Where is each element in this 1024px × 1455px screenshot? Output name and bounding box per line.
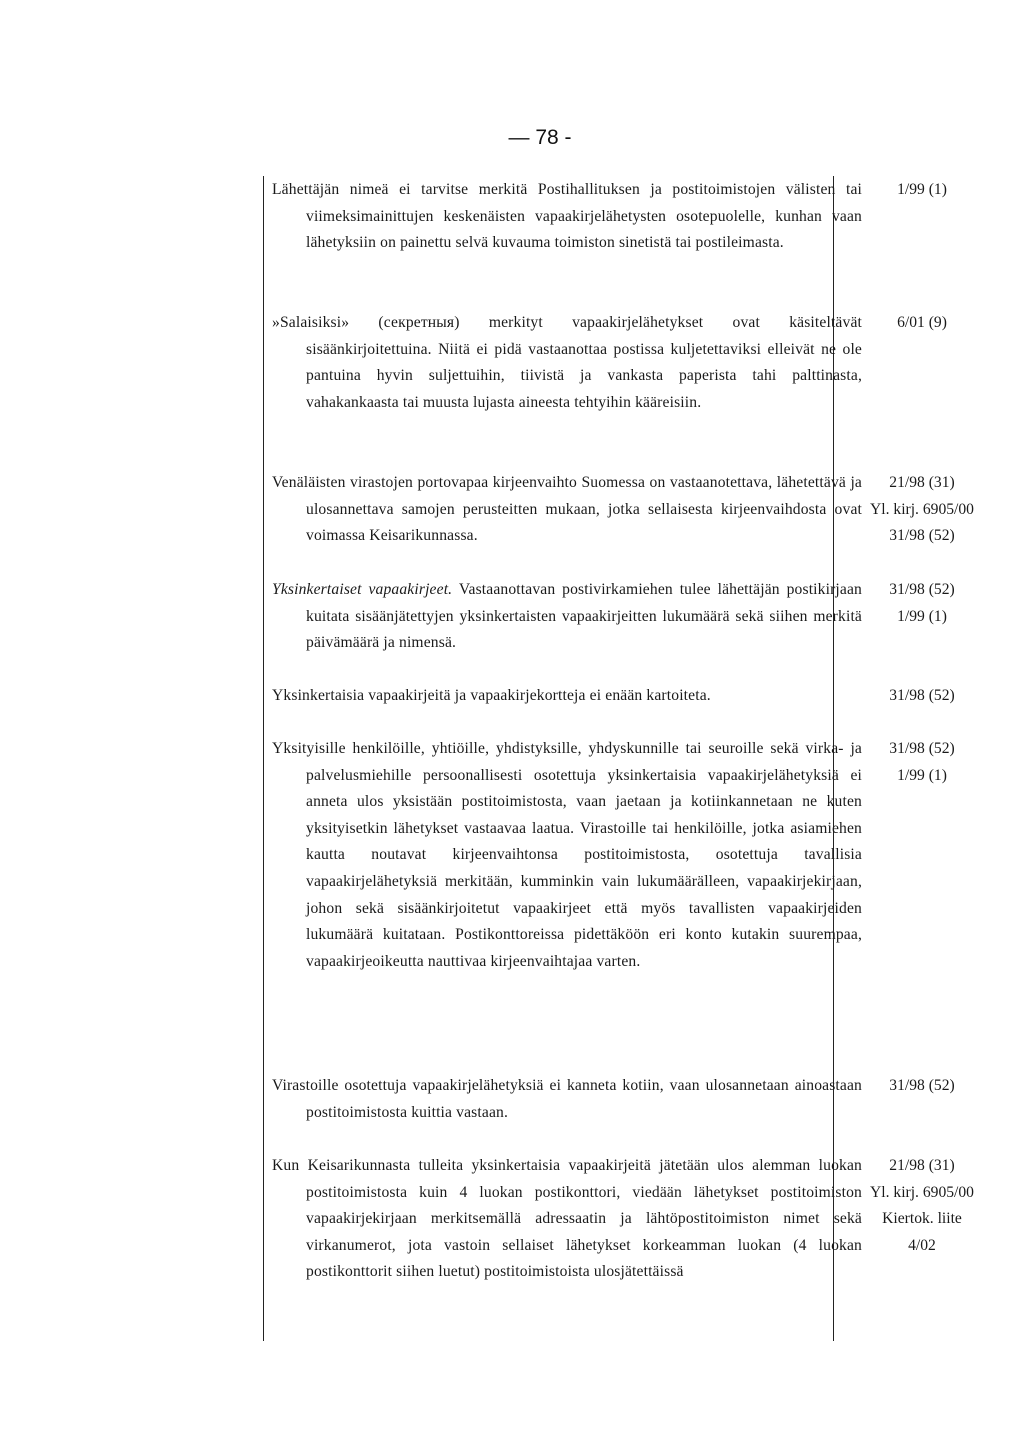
paragraph-text: »Salaisiksi» (секретныя) merkityt vapaakirjelähetykset ovat käsiteltävät sisäänkirjoitettuina. Niitä ei pidä vastaanottaa postissa kuljetettaviksi elleivät ne ole pantuina hyvin suljettuihin, tiivistä ja vankasta paperista tahi palttinasta, vahakankaasta tai muusta lujasta aineesta tehtyihin kääreisiin. [272,314,862,411]
reference: 31/98 (52) [889,1077,955,1094]
reference-group [838,310,1006,337]
paragraph-offices-delivery [272,1073,862,1126]
paragraph-private-persons [272,736,862,975]
reference: 6/01 (9) [897,314,947,331]
page-number: — 78 - [508,126,572,149]
paragraph-text: Virastoille osotettuja vapaakirjelähetyksiä ei kanneta kotiin, vaan ulosannetaan ainoastaan postitoimistosta kuittia vastaan. [272,1077,862,1121]
left-margin-rule [263,176,264,1341]
paragraph-text: Yksinkertaisia vapaakirjeitä ja vapaakirjekortteja ei enään kartoiteta. [272,687,711,704]
reference: 1/99 (1) [897,607,947,625]
section-heading: Yksinkertaiset vapaakirjeet. [272,581,453,598]
paragraph-text: Lähettäjän nimeä ei tarvitse merkitä Postihallituksen ja postitoimistojen välisten tai viimeksimainittujen keskenäisten vapaakirjelähetysten osotepuolelle, kunhan vaan lähetyksiin on painettu selvä kuvauma toimiston sinetistä tai postileimasta. [272,181,862,252]
reference-group [838,177,1006,204]
reference-group [838,1073,1006,1100]
reference: Kiertok. liite [882,1210,962,1228]
reference: 31/98 (52) [889,527,955,545]
reference: 1/99 (1) [897,766,947,784]
reference-group [838,1153,1006,1259]
reference-group [838,736,1006,789]
paragraph-russian-offices [272,470,862,550]
reference-group [838,683,1006,710]
paragraph-text: Venäläisten virastojen portovapaa kirjeenvaihto Suomessa on vastaanotettava, lähetettävä ja ulosannettava samojen perusteitten mukaan, jotka sellaisesta kirjeenvaihdosta ovat voimassa Keisarikunnassa. [272,474,862,545]
reference: 21/98 (31) [889,1157,955,1174]
paragraph-simple-free-letters [272,577,862,657]
reference: 31/98 (52) [889,740,955,757]
reference: Yl. kirj. 6905/00 [870,500,974,518]
reference-group [838,577,1006,630]
paragraph-text: Kun Keisarikunnasta tulleita yksinkertaisia vapaakirjeitä jätetään ulos alemman luokan postitoimistosta kuin 4 luokan postikonttori, viedään lähetykset postitoimiston vapaakirjekirjaan merkitsemällä adressaatin ja lähtöpostitoimiston nimet sekä virkanumerot, jota vastoin sellaiset lähetykset korkeamman luokan (4 luokan postikonttorit siihen luetut) postitoimistoista ulosjätettäissä [272,1157,862,1281]
reference-group [838,470,1006,550]
reference: Yl. kirj. 6905/00 [870,1183,974,1201]
reference: 4/02 [908,1236,936,1254]
paragraph-sender-name [272,177,862,257]
reference: 31/98 (52) [889,687,955,704]
paragraph-empire-letters [272,1153,862,1286]
reference: 31/98 (52) [889,581,955,598]
paragraph-no-mapping [272,683,862,710]
reference: 1/99 (1) [897,181,947,198]
paragraph-secret-letters [272,310,862,416]
reference: 21/98 (31) [889,474,955,491]
paragraph-text: Yksityisille henkilöille, yhtiöille, yhdistyksille, yhdyskunnille tai seuroille sekä virka- ja palvelusmiehille persoonallisesti osotettuja yksinkertaisia vapaakirjelähetyksiä ei anneta ulos yksistään postitoimistosta, vaan jaetaan ja kotiinkannetaan ne kuten yksityisetkin lähetykset vastaavaa laatua. Virastoille tai henkilöille, jotka asiamiehen kautta noutavat kirjeenvaihtonsa postitoimistosta, osotettuja tavallisia vapaakirjelähetyksiä merkitään, kumminkin vain lukumäärälleen, vapaakirjekirjaan, johon sekä sisäänkirjoitetut vapaakirjeet että myös tavallisten vapaakirjeiden lukumäärä kuitataan. Postikonttoreissa pidettäköön eri konto kutakin suurempaa, vapaakirjeoikeutta nauttivaa kirjeenvaihtajaa varten. [272,740,862,970]
paragraph-text: Vastaanottavan postivirkamiehen tulee lähettäjän postikirjaan kuitata sisäänjätettyjen yksinkertaisten vapaakirjeitten lukumäärä sekä siihen merkitä päivämäärä ja nimensä. [306,581,862,652]
